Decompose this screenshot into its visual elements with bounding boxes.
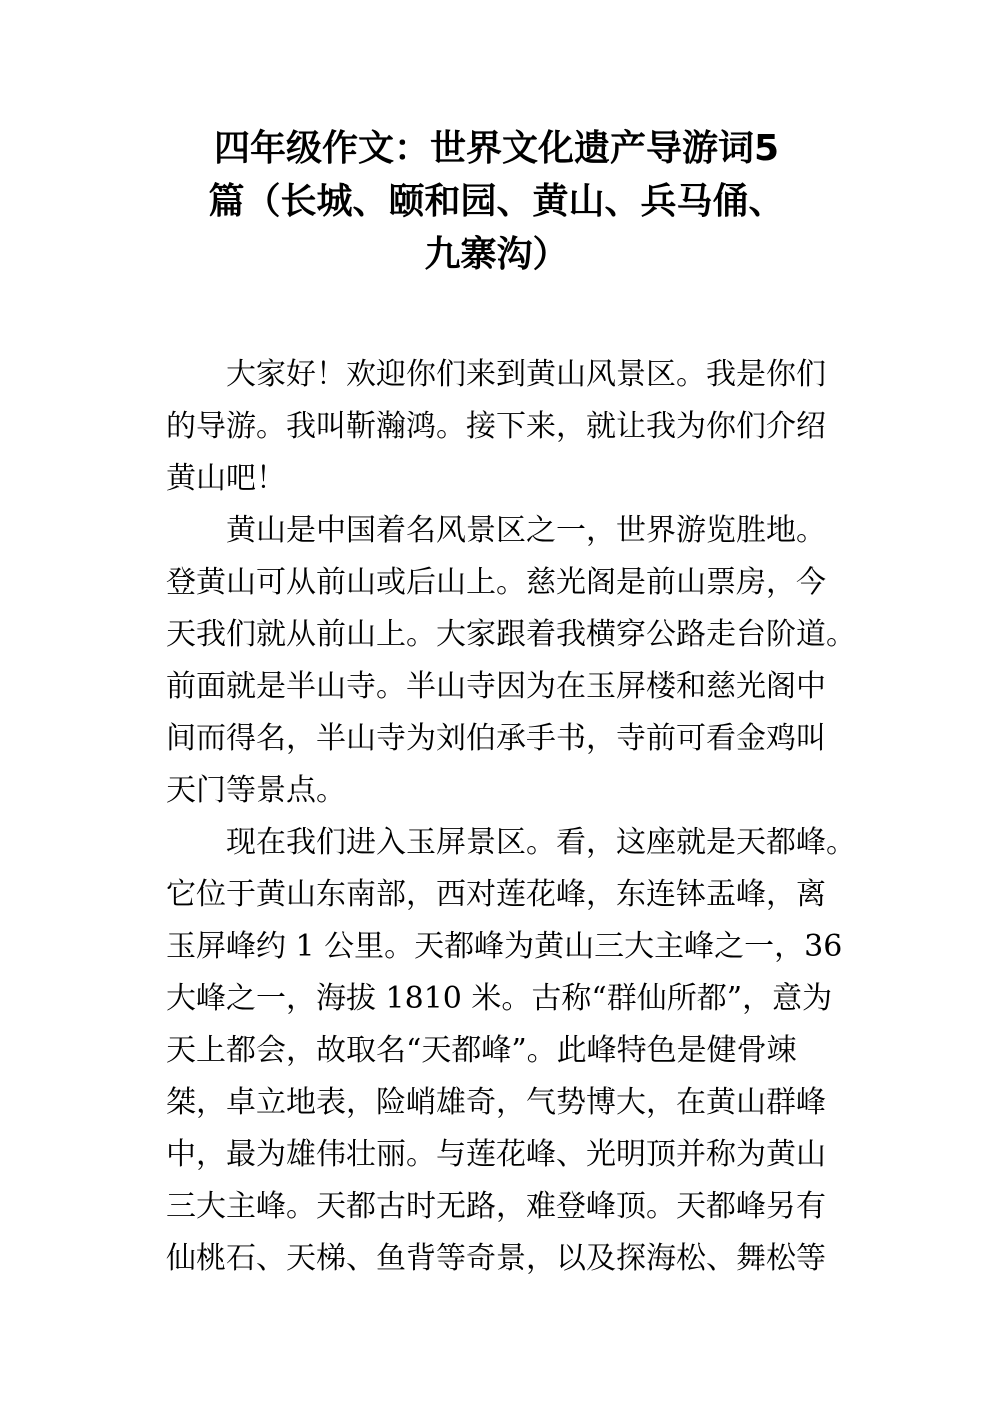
- text-line: 玉屏峰约 1 公里。天都峰为黄山三大主峰之一，36: [166, 929, 843, 964]
- text-line: 桀，卓立地表，险峭雄奇，气势博大，在黄山群峰: [166, 1085, 826, 1120]
- paragraph-1: [166, 349, 846, 505]
- title-line: 四年级作文：世界文化遗产导游词5: [213, 128, 780, 169]
- paragraph-3: [166, 817, 856, 1285]
- text-line: 中，最为雄伟壮丽。与莲花峰、光明顶并称为黄山: [166, 1137, 826, 1172]
- text-line: 的导游。我叫靳瀚鸿。接下来，就让我为你们介绍: [166, 409, 826, 444]
- text-line: 大峰之一，海拔 1810 米。古称“群仙所都”，意为: [166, 981, 833, 1016]
- text-line: 登黄山可从前山或后山上。慈光阁是前山票房，今: [166, 565, 826, 600]
- text-line: 前面就是半山寺。半山寺因为在玉屏楼和慈光阁中: [166, 669, 826, 704]
- title-line: 篇（长城、颐和园、黄山、兵马俑、: [208, 181, 785, 222]
- text-line: 现在我们进入玉屏景区。看，这座就是天都峰。: [226, 825, 856, 860]
- text-line: 它位于黄山东南部，西对莲花峰，东连钵盂峰，离: [166, 877, 826, 912]
- title-line: 九寨沟）: [424, 234, 569, 275]
- text-line: 间而得名，半山寺为刘伯承手书，寺前可看金鸡叫: [166, 721, 826, 756]
- document-title: [0, 122, 993, 281]
- text-line: 仙桃石、天梯、鱼背等奇景，以及探海松、舞松等: [166, 1241, 826, 1276]
- text-line: 天门等景点。: [166, 773, 346, 808]
- text-line: 三大主峰。天都古时无路，难登峰顶。天都峰另有: [166, 1189, 826, 1224]
- text-line: 黄山是中国着名风景区之一，世界游览胜地。: [226, 513, 826, 548]
- text-line: 天上都会，故取名“天都峰”。此峰特色是健骨竦: [166, 1033, 797, 1068]
- paragraph-2: [166, 505, 856, 817]
- text-line: 大家好！欢迎你们来到黄山风景区。我是你们: [226, 357, 826, 392]
- text-line: 黄山吧！: [166, 461, 286, 496]
- text-line: 天我们就从前山上。大家跟着我横穿公路走台阶道。: [166, 617, 856, 652]
- document-body: [166, 349, 856, 1285]
